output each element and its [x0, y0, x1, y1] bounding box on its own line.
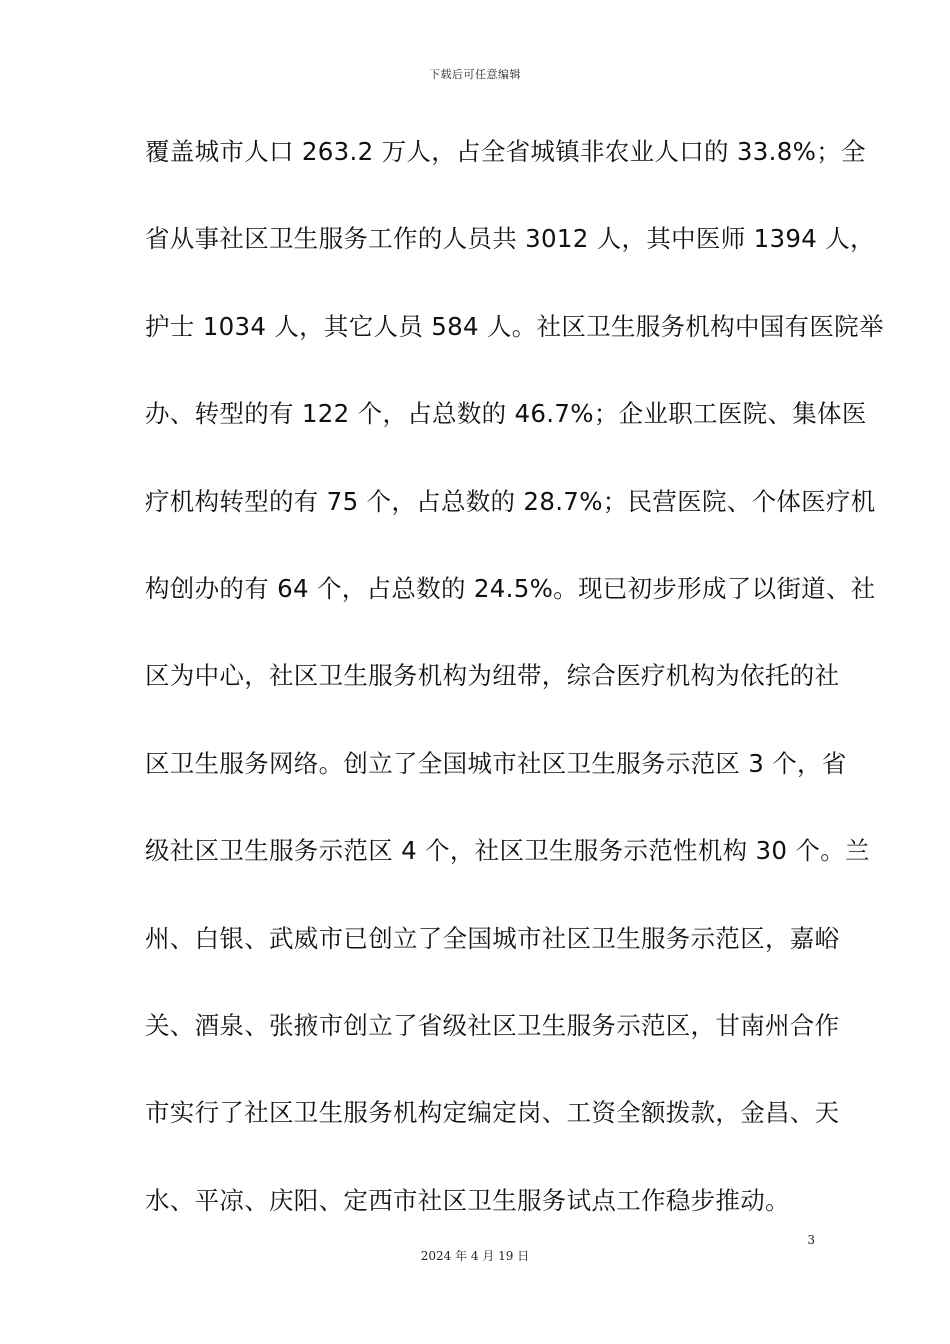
body-line: 市实行了社区卫生服务机构定编定岗、工资全额拨款，金昌、天: [145, 1098, 840, 1128]
body-line: 省从事社区卫生服务工作的人员共 3012 人，其中医师 1394 人，: [145, 224, 875, 254]
page-number: 3: [807, 1233, 815, 1247]
body-line: 办、转型的有 122 个，占总数的 46.7%；企业职工医院、集体医: [145, 399, 867, 429]
body-line: 区卫生服务网络。创立了全国城市社区卫生服务示范区 3 个，省: [145, 748, 847, 778]
body-line: 护士 1034 人，其它人员 584 人。社区卫生服务机构中国有医院举: [145, 311, 884, 341]
body-line: 构创办的有 64 个，占总数的 24.5%。现已初步形成了以街道、社: [145, 573, 876, 603]
body-line: 疗机构转型的有 75 个，占总数的 28.7%；民营医院、个体医疗机: [145, 486, 876, 516]
body-line: 关、酒泉、张掖市创立了省级社区卫生服务示范区，甘南州合作: [145, 1010, 840, 1040]
body-line: 州、白银、武威市已创立了全国城市社区卫生服务示范区，嘉峪: [145, 923, 840, 953]
body-line: 区为中心，社区卫生服务机构为纽带，综合医疗机构为依托的社: [145, 661, 840, 691]
body-line: 水、平凉、庆阳、定西市社区卫生服务试点工作稳步推动。: [145, 1185, 790, 1215]
footer-date: 2024 年 4 月 19 日: [420, 1249, 530, 1263]
body-line: 覆盖城市人口 263.2 万人，占全省城镇非农业人口的 33.8%；全: [145, 137, 866, 166]
page-header: 下载后可任意编辑: [429, 68, 521, 81]
body-line: 级社区卫生服务示范区 4 个，社区卫生服务示范性机构 30 个。兰: [145, 836, 870, 866]
body-paragraph: [145, 130, 884, 1266]
